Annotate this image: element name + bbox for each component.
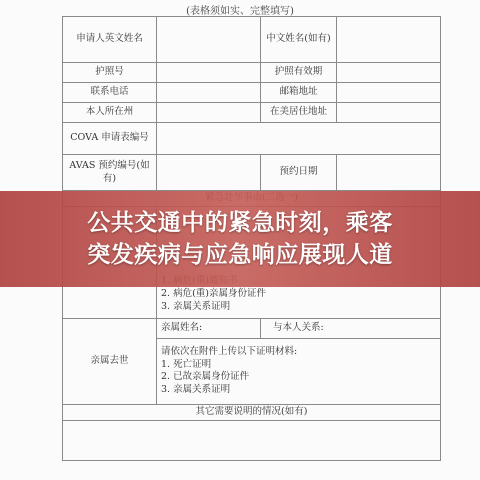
table-row <box>63 404 441 420</box>
email-field[interactable] <box>337 83 441 103</box>
chinese-name-label: 中文姓名(如有) <box>261 17 337 63</box>
death-docs-instruction: 请依次在附件上传以下证明材料: <box>161 345 298 357</box>
death-doc-item: 1. 死亡证明 <box>161 358 212 370</box>
english-name-field[interactable] <box>157 17 261 63</box>
passport-expiry-label: 护照有效期 <box>261 63 337 83</box>
death-doc-item: 2. 已故亲属身份证件 <box>161 371 250 383</box>
table-row <box>63 123 441 155</box>
english-name-label: 申请人英文姓名 <box>63 17 157 63</box>
death-docs-cell <box>157 338 441 404</box>
passport-no-field[interactable] <box>157 63 261 83</box>
residence-label: 本人所在州 <box>63 103 157 123</box>
illness-doc-item: 3. 亲属关系证明 <box>161 301 231 312</box>
cova-no-field[interactable] <box>157 123 441 155</box>
table-row <box>63 318 441 338</box>
headline-line-1: 公共交通中的紧急时刻，乘客 <box>87 210 393 236</box>
headline-line-2: 突发疾病与应急响应展现人道 <box>87 242 393 268</box>
email-label: 邮箱地址 <box>261 83 337 103</box>
appointment-date-label: 预约日期 <box>261 155 337 191</box>
table-row <box>63 63 441 83</box>
chinese-name-field[interactable] <box>337 17 441 63</box>
relative-name-label: 亲属姓名: <box>157 318 261 338</box>
death-doc-item: 3. 亲属关系证明 <box>161 384 231 396</box>
form-header-note: (表格须如实、完整填写) <box>186 6 294 17</box>
headline-banner <box>0 191 480 287</box>
residence-field[interactable] <box>157 103 261 123</box>
deceased-relative-label: 亲属去世 <box>63 318 157 404</box>
us-address-field[interactable] <box>337 103 441 123</box>
cova-no-label: COVA 申请表编号 <box>63 123 157 155</box>
table-row <box>63 420 441 460</box>
table-row <box>63 155 441 191</box>
avas-no-field[interactable] <box>157 155 261 191</box>
us-address-label: 在美居住地址 <box>261 103 337 123</box>
appointment-date-field[interactable] <box>337 155 441 191</box>
other-info-field[interactable] <box>63 420 441 460</box>
table-row <box>63 17 441 63</box>
illness-doc-item: 2. 病危(重)亲属身份证件 <box>161 288 266 300</box>
passport-expiry-field[interactable] <box>337 63 441 83</box>
phone-label: 联系电话 <box>63 83 157 103</box>
table-row <box>63 103 441 123</box>
other-info-header: 其它需要说明的情况(如有) <box>63 404 441 420</box>
passport-no-label: 护照号 <box>63 63 157 83</box>
table-row <box>63 83 441 103</box>
avas-no-label: AVAS 预约编号(如有) <box>63 155 157 191</box>
relation-label: 与本人关系: <box>261 318 441 338</box>
phone-field[interactable] <box>157 83 261 103</box>
